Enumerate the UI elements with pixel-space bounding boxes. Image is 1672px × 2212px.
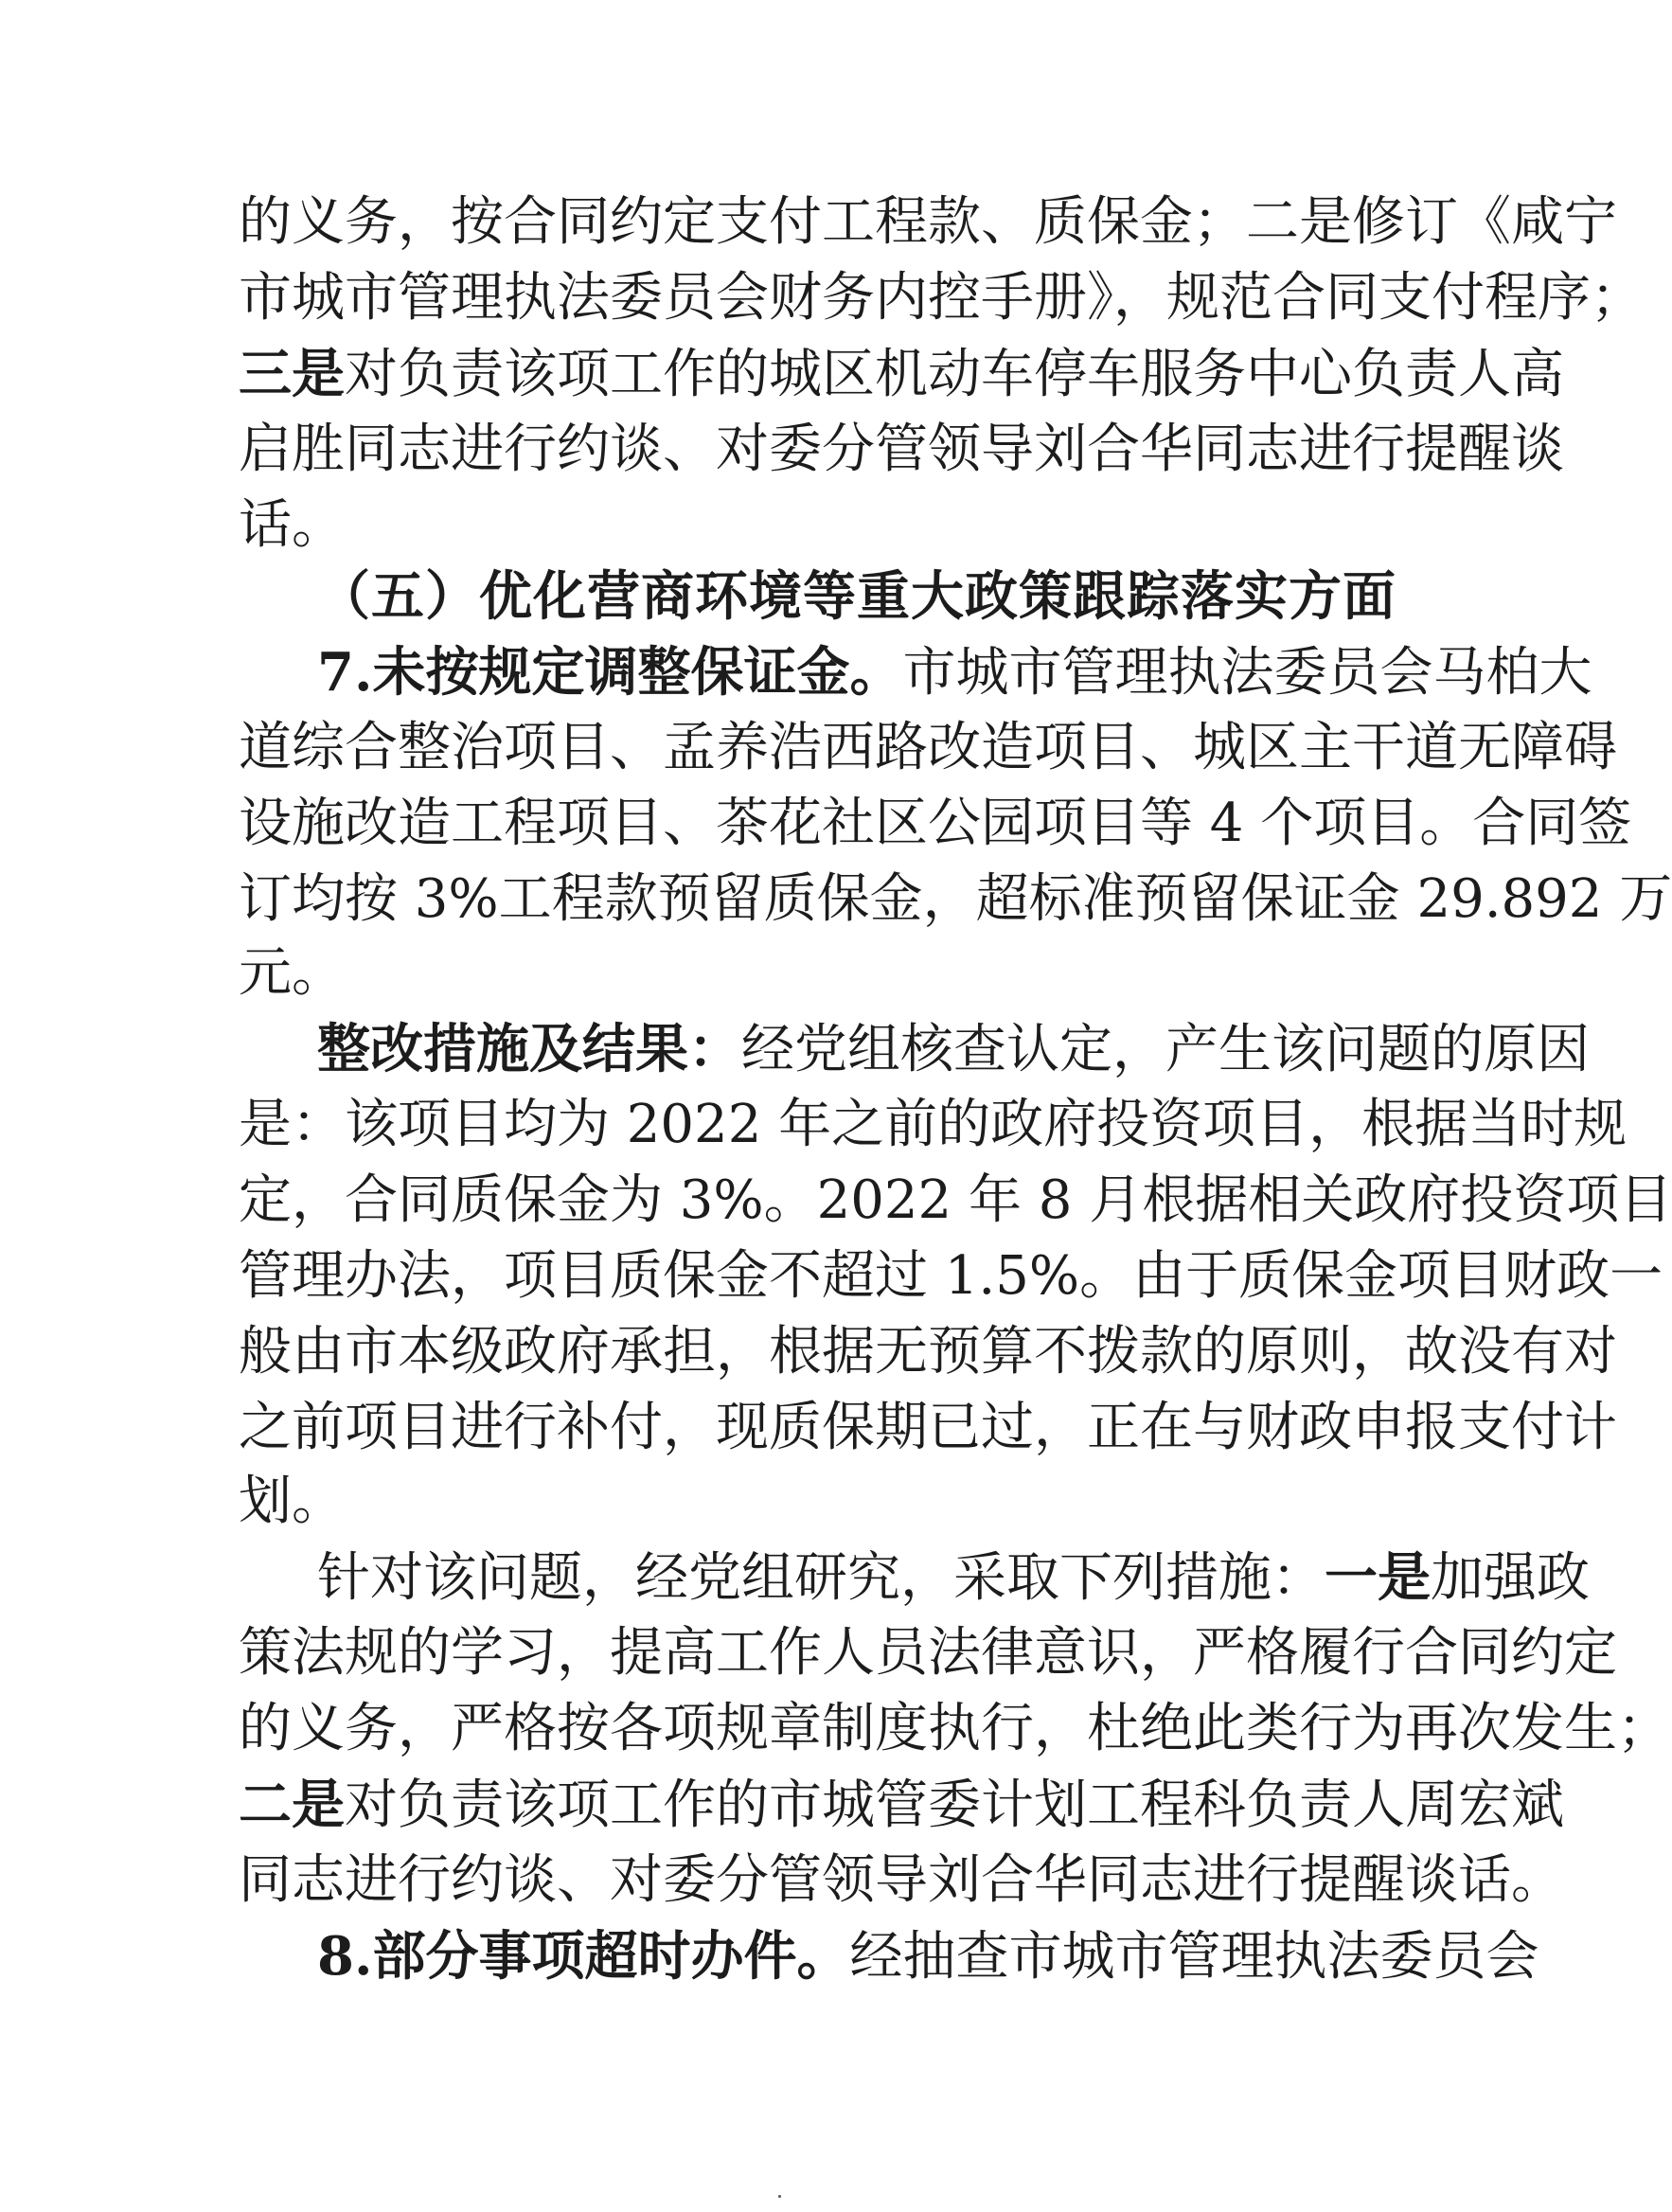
text-span: 的义务，严格按各项规章制度执行，杜绝此类行为再次发生； <box>239 1698 1670 1759</box>
text-span: 订均按 3%工程款预留质保金，超标准预留保证金 29.892 万 <box>239 868 1672 930</box>
text-line-22 <box>239 1774 1564 1836</box>
text-span: 经党组核查认定，产生该问题的原因 <box>741 1019 1590 1080</box>
text-line-8 <box>239 717 1617 778</box>
text-span: 定，合同质保金为 3%。2022 年 8 月根据相关政府投资项目 <box>239 1169 1672 1231</box>
text-line-3 <box>239 343 1564 405</box>
text-span: 经抽查市城市管理执法委员会 <box>849 1926 1539 1988</box>
item-title: 7.未按规定调整保证金。 <box>317 641 903 704</box>
text-line-19 <box>317 1546 1590 1609</box>
bold-lead: 三是 <box>239 343 345 405</box>
text-line-17 <box>239 1397 1617 1458</box>
text-span: 市城市管理执法委员会财务内控手册》，规范合同支付程序； <box>239 267 1644 329</box>
text-span: 针对该问题，经党组研究，采取下列措施： <box>317 1547 1325 1609</box>
bold-lead: 二是 <box>239 1774 345 1836</box>
text-span: 加强政 <box>1431 1547 1590 1609</box>
section-heading <box>317 565 1396 628</box>
text-span: 是：该项目均为 2022 年之前的政府投资项目，根据当时规 <box>239 1094 1628 1155</box>
text-line-16 <box>239 1321 1617 1382</box>
scan-dot <box>778 2195 781 2198</box>
text-line-12 <box>317 1018 1590 1080</box>
text-line-23 <box>239 1849 1564 1911</box>
text-line-13 <box>239 1094 1628 1155</box>
text-line-5 <box>239 494 1337 556</box>
text-line-11 <box>239 942 1337 1004</box>
text-line-10 <box>239 868 1672 930</box>
text-span: 策法规的学习，提高工作人员法律意识，严格履行合同约定 <box>239 1622 1617 1684</box>
text-line-2 <box>239 267 1644 329</box>
text-line-18 <box>239 1473 1337 1530</box>
text-span: 划。 <box>239 1471 345 1532</box>
text-span: 的义务，按合同约定支付工程款、质保金；二是修订《咸宁 <box>239 191 1617 253</box>
text-span: 道综合整治项目、孟养浩西路改造项目、城区主干道无障碍 <box>239 717 1617 778</box>
text-span: 般由市本级政府承担，根据无预算不拨款的原则，故没有对 <box>239 1321 1617 1382</box>
text-line-20 <box>239 1622 1617 1684</box>
text-span: 对负责该项工作的城区机动车停车服务中心负责人高 <box>345 344 1564 405</box>
text-span: 市城市管理执法委员会马柏大 <box>902 642 1592 704</box>
bold-lead: 一是 <box>1325 1546 1431 1609</box>
text-span: 管理办法，项目质保金不超过 1.5%。由于质保金项目财政一 <box>239 1245 1663 1307</box>
text-span: 设施改造工程项目、茶花社区公园项目等 4 个项目。合同签 <box>239 793 1632 854</box>
text-span: 同志进行约谈、对委分管领导刘合华同志进行提醒谈话。 <box>239 1849 1564 1911</box>
text-line-7 <box>317 641 1592 704</box>
heading-text: （五）优化营商环境等重大政策跟踪落实方面 <box>317 565 1396 628</box>
text-line-4 <box>239 419 1564 480</box>
text-span: 启胜同志进行约谈、对委分管领导刘合华同志进行提醒谈 <box>239 419 1564 480</box>
item-title: 8.部分事项超时办件。 <box>317 1925 850 1988</box>
text-line-14 <box>239 1169 1672 1231</box>
text-line-15 <box>239 1245 1663 1307</box>
text-line-24 <box>317 1925 1539 1988</box>
text-line-21 <box>239 1698 1670 1759</box>
text-span: 之前项目进行补付，现质保期已过，正在与财政申报支付计 <box>239 1397 1617 1458</box>
text-span: 元。 <box>239 942 345 1004</box>
text-line-9 <box>239 793 1632 854</box>
bold-lead: 整改措施及结果： <box>317 1018 741 1080</box>
text-span: 对负责该项工作的市城管委计划工程科负责人周宏斌 <box>345 1775 1564 1836</box>
text-span: 话。 <box>239 494 345 556</box>
text-line-1 <box>239 191 1617 253</box>
